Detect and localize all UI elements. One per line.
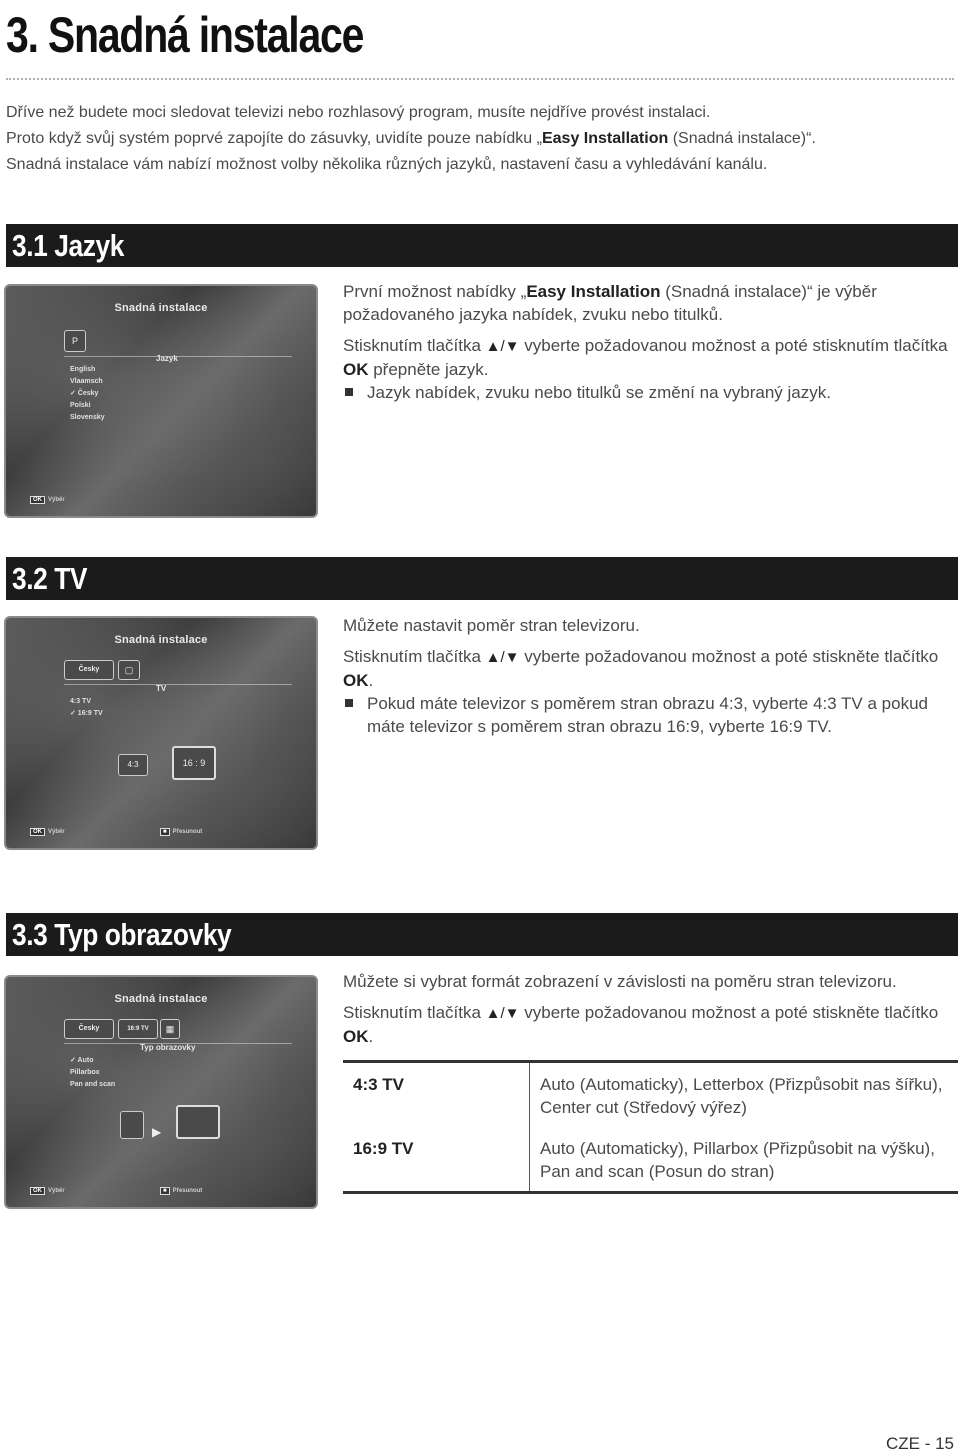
bullet-item: Jazyk nabídek, zvuku nebo titulků se změní na vybraný jazyk.: [343, 381, 958, 404]
screen-footer-2: [160, 828, 202, 836]
footer-label: Výběr: [48, 1188, 65, 1194]
format-result-icon: [176, 1105, 220, 1139]
footer-label: Přesunout: [172, 1188, 203, 1194]
screen-type-list: [70, 1055, 115, 1091]
aspect-4-3-icon: 4:3: [118, 754, 148, 776]
list-item: ✓ 16:9 TV: [70, 710, 103, 717]
list-item: Pillarbox: [70, 1069, 100, 1076]
move-key-icon: ■: [160, 828, 170, 836]
screen-type-table: [343, 1060, 958, 1194]
table-row: [343, 1127, 958, 1193]
tab-language: Česky: [64, 660, 114, 680]
section-text-tv: [343, 614, 958, 738]
section-heading-typ-obrazovky: 3.3 Typ obrazovky: [6, 913, 958, 956]
bullet-square-icon: [345, 388, 353, 396]
up-down-arrow-icon: ▲/▼: [485, 1005, 520, 1022]
paragraph: Stisknutím tlačítka ▲/▼ vyberte požadovanou možnost a poté stiskněte tlačítko OK.: [343, 647, 939, 690]
paragraph: Stisknutím tlačítka ▲/▼ vyberte požadovanou možnost a poté stisknutím tlačítka OK přepněte jazyk.: [343, 336, 948, 379]
screen-divider: [64, 356, 292, 357]
footer-label: Přesunout: [172, 829, 203, 835]
intro-paragraph: [6, 100, 954, 178]
format-source-icon: [120, 1111, 144, 1139]
table-cell-value: Auto (Automaticky), Pillarbox (Přizpůsobit na výšku), Pan and scan (Posun do stran): [540, 1139, 935, 1181]
screen-panel-label: TV: [156, 684, 167, 693]
paragraph: První možnost nabídky „Easy Installation (Snadná instalace)“ je výběr požadovaného jazyka nabídek, zvuku nebo titulků.: [343, 282, 877, 324]
list-item: ✓ Auto: [70, 1057, 94, 1064]
bullet-square-icon: [345, 699, 353, 707]
section-heading-jazyk: 3.1 Jazyk: [6, 224, 958, 267]
screen-footer: [30, 828, 65, 836]
intro-line-1: Dříve než budete moci sledovat televizi nebo rozhlasový program, musíte nejdříve provést instalaci.: [6, 104, 711, 121]
screen-title: Snadná instalace: [114, 302, 208, 314]
bullet-item: Pokud máte televizor s poměrem stran obrazu 4:3, vyberte 4:3 TV a pokud máte televizor s poměrem stran obrazu 16:9, vyberte 16:9 TV.: [343, 692, 958, 738]
tab-tv: 16:9 TV: [118, 1019, 158, 1039]
ok-key-icon: OK: [30, 496, 45, 504]
page-title: 3. Snadná instalace: [6, 7, 364, 63]
intro-line-2: Proto když svůj systém poprvé zapojíte do zásuvky, uvidíte pouze nabídku „Easy Installation (Snadná instalace)“.: [6, 130, 816, 147]
move-key-icon: ■: [160, 1187, 170, 1195]
language-list: [70, 364, 105, 424]
ok-key-icon: OK: [30, 1187, 45, 1195]
up-down-arrow-icon: ▲/▼: [485, 649, 520, 666]
language-icon: P: [64, 330, 86, 352]
table-cell-key: 4:3 TV: [343, 1062, 530, 1128]
up-down-arrow-icon: ▲/▼: [485, 338, 520, 355]
screen-type-icon: ▦: [160, 1019, 180, 1039]
tv-icon: ▢: [118, 660, 140, 680]
screen-panel-label: Jazyk: [156, 354, 178, 363]
screen-footer: [30, 496, 65, 504]
paragraph: Stisknutím tlačítka ▲/▼ vyberte požadovanou možnost a poté stiskněte tlačítko OK.: [343, 1003, 939, 1046]
list-item: English: [70, 366, 96, 373]
list-item: ✓ Česky: [70, 390, 99, 397]
list-item: Vlaamsch: [70, 378, 103, 385]
page-number: CZE - 15: [885, 1434, 954, 1453]
screen-footer: [30, 1187, 65, 1195]
paragraph: Můžete si vybrat formát zobrazení v závislosti na poměru stran televizoru.: [343, 972, 897, 991]
screen-title: Snadná instalace: [114, 634, 208, 646]
tab-language: Česky: [64, 1019, 114, 1039]
paragraph: Můžete nastavit poměr stran televizoru.: [343, 616, 640, 635]
footer-label: Výběr: [48, 829, 65, 835]
section-text-typ-obrazovky: [343, 970, 958, 1056]
footer-label: Výběr: [48, 497, 65, 503]
screenshot-typ-obrazovky: [4, 975, 318, 1209]
list-item: Pan and scan: [70, 1081, 116, 1088]
aspect-16-9-icon: 16 : 9: [172, 746, 216, 780]
screen-panel-label: Typ obrazovky: [140, 1043, 196, 1052]
title-divider: [6, 78, 954, 80]
screen-divider: [64, 684, 292, 685]
screen-footer-2: [160, 1187, 202, 1195]
list-item: Polski: [70, 402, 91, 409]
list-item: 4:3 TV: [70, 698, 92, 705]
screenshot-jazyk: [4, 284, 318, 518]
list-item: Slovensky: [70, 414, 105, 421]
arrow-right-icon: ▶: [152, 1125, 162, 1139]
intro-line-3: Snadná instalace vám nabízí možnost volby několika různých jazyků, nastavení času a vyhledávání kanálu.: [6, 156, 768, 173]
tv-list: [70, 696, 103, 720]
screen-title: Snadná instalace: [114, 993, 208, 1005]
table-cell-key: 16:9 TV: [343, 1127, 530, 1193]
ok-key-icon: OK: [30, 828, 45, 836]
section-heading-tv: 3.2 TV: [6, 557, 958, 600]
table-row: [343, 1062, 958, 1128]
table-cell-value: Auto (Automaticky), Letterbox (Přizpůsobit nas šířku), Center cut (Středový výřez): [540, 1075, 943, 1117]
section-text-jazyk: [343, 280, 958, 404]
screenshot-tv: [4, 616, 318, 850]
